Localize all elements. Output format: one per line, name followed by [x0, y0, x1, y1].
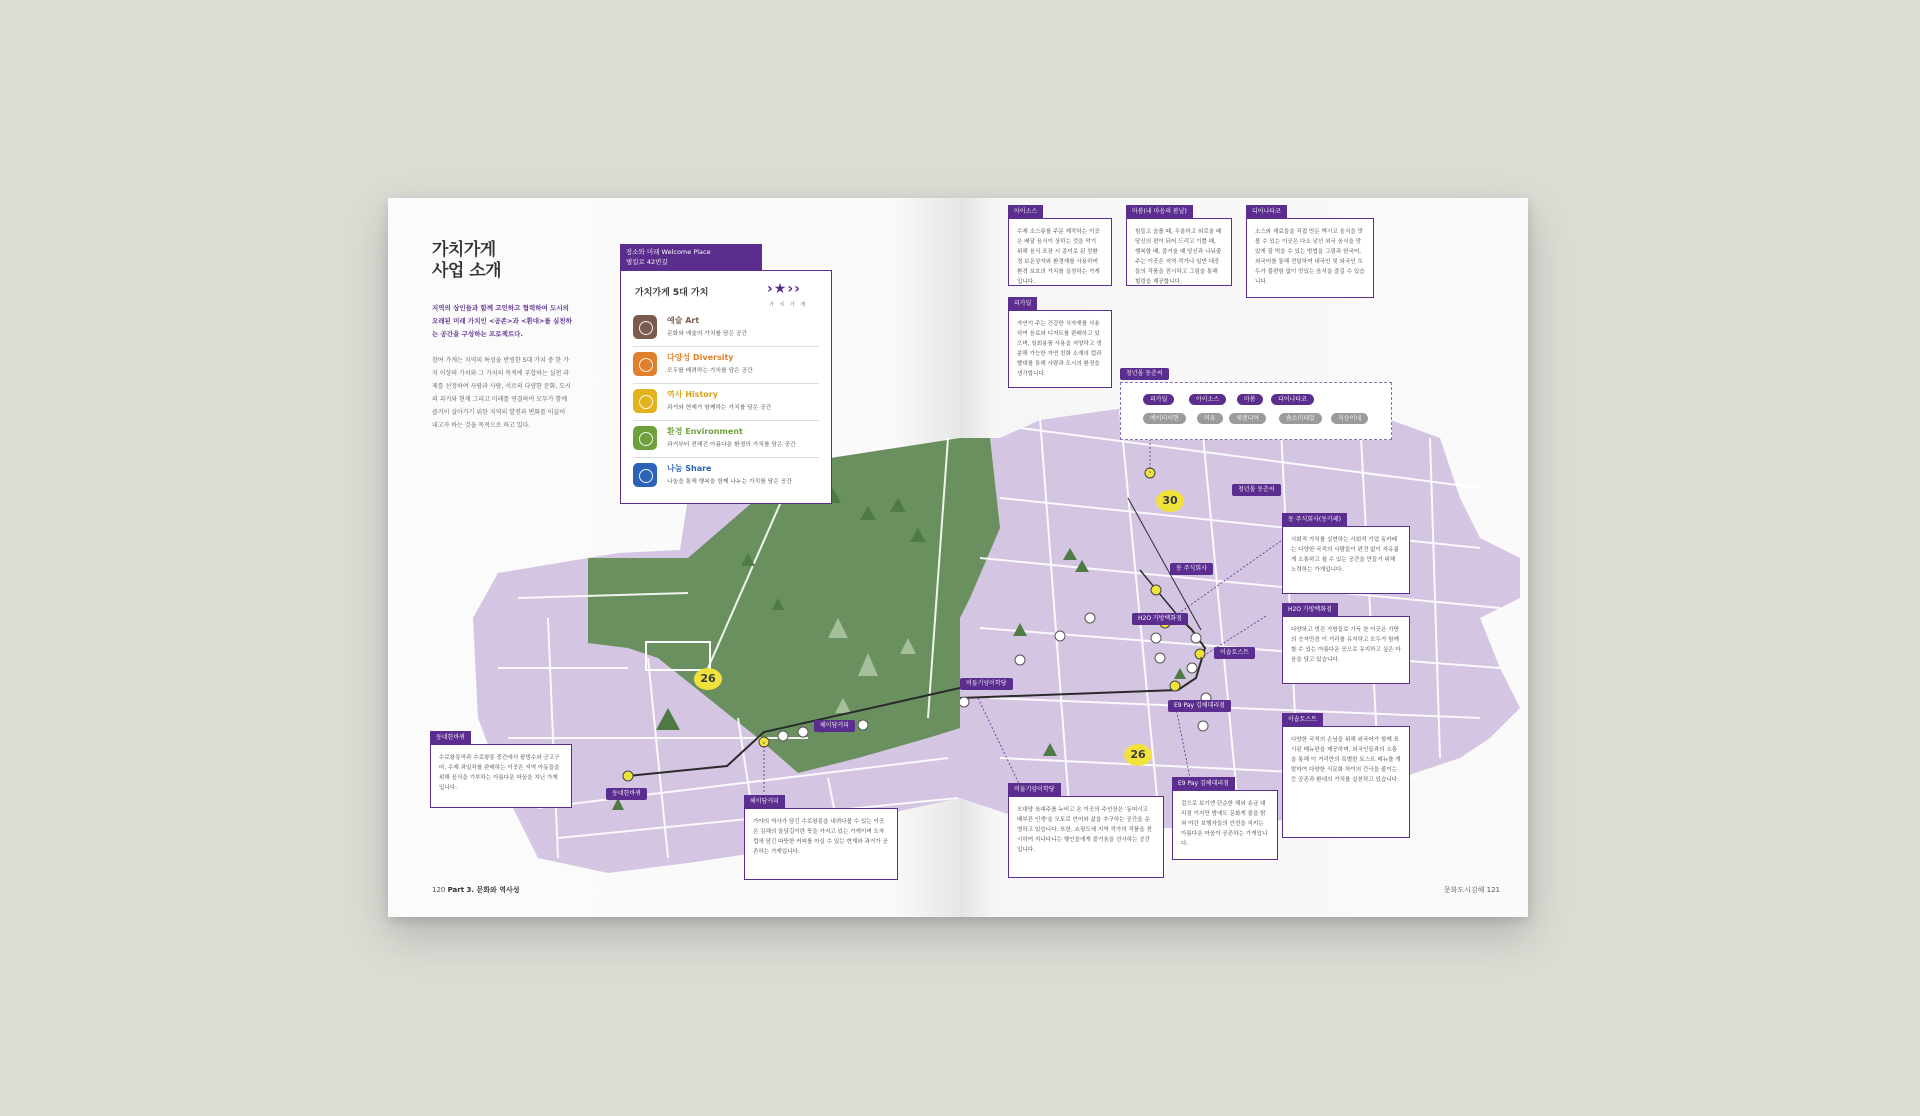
value-share	[633, 459, 819, 495]
value-art	[633, 311, 819, 347]
store-box-text: 소스와 재료들을 직접 만든 멕시코 음식을 맛볼 수 있는 이곳은 다소 낯선 외국 음식을 맛있게 잘 먹을 수 있는 방법을 그림과 한국어, 외국어를 통해 전달하여 내국인 및 외국인 모두가 불편함 없이 맛있는 음식을 즐길 수 있습니다.	[1255, 229, 1365, 285]
store-box-title: 비둘기양이학당	[1008, 783, 1061, 797]
store-box-title: H2O 가방백화점	[1282, 603, 1338, 617]
store-box-text: 사회적 가치를 실현하는 사회적 기업 동카페는 다양한 국적의 사람들이 편견 없이 자유롭게 소통하고 쉴 수 있는 공간을 만들기 위해 노력하는 가게입니다.	[1291, 537, 1399, 573]
store-box-text: 수제 소스류를 주문 제작하는 이곳은 배달 음식이 상하는 것을 막기 위해 음식 포장 시 종이로 된 친환경 보온상자와 환경재를 사용하며 환경 보호의 가치를 실천하는 가게입니다.	[1017, 229, 1100, 285]
value-name: 역사 History	[667, 390, 718, 399]
store-box-text: 겉으로 보기엔 단순한 해외 송금 대리점 이지만 밤에도 문화게 불을 밝혀 야간 보행자들의 안전을 지키는 아름다운 마음이 공존하는 가게입니다.	[1181, 801, 1268, 847]
tag-atehyun: 에이티이현	[1143, 413, 1186, 424]
store-box-title: 피카딜	[1008, 297, 1037, 311]
tag-picadil: 피카딜	[1143, 394, 1174, 405]
left-page	[388, 198, 960, 917]
page-number: 121	[1486, 886, 1500, 894]
value-diversity	[633, 348, 819, 384]
value-desc: 나눔을 통해 행복을 함께 나누는 가치를 담은 공간	[667, 479, 792, 485]
map-pin-pigeon: 비둘기양이학당	[960, 678, 1013, 690]
store-box-title: 동 주식회사(동카페)	[1282, 513, 1347, 527]
title-line-1: 가치가게	[432, 240, 496, 260]
store-box-title: 동네한바퀴	[430, 731, 471, 745]
section-title: 문화도시김해	[1443, 886, 1485, 894]
legend-header-line-2: 별킬로 42번길	[626, 258, 668, 266]
store-box-heydam	[744, 798, 898, 880]
tag-miyu: 미유	[1197, 413, 1223, 424]
tags-group-title: 청년몰 동춘씨	[1120, 368, 1169, 380]
store-box-pigeon	[1008, 786, 1164, 878]
value-desc: 문화와 예술의 가치를 담은 공간	[667, 331, 748, 337]
store-box-title: E9 Pay 김해대리점	[1172, 777, 1235, 791]
route-badge-30: 30	[1156, 490, 1184, 512]
map-pin-dong: 동 주식회사	[1170, 563, 1213, 575]
values-legend	[620, 270, 832, 504]
map-pin-youth-mall: 청년몰 동춘씨	[1232, 484, 1281, 496]
right-folio	[1444, 885, 1500, 895]
share-icon	[633, 463, 657, 487]
legend-header-line-1: 장소와 미래 Welcome Place	[626, 248, 711, 256]
youth-mall-tags	[1120, 382, 1392, 440]
tag-dearnataco: 디어나타코	[1271, 394, 1314, 405]
route-badge-26: 26	[1124, 744, 1152, 766]
map-pin-heydam: 헤이담커피	[814, 720, 855, 732]
store-box-text: 모대양 육대주를 누비고 온 이곳의 주인장은 '동떠시고 배부른 인생'을 모토로 언어와 삶을 추구하는 공간을 운영하고 있습니다. 또한, 쇼핑도에 지역 작가의 작품을 전시하여 지나다니는 행인들에게 즐거움을 선사하는 공간입니다.	[1017, 807, 1152, 853]
store-box-isauce	[1008, 208, 1112, 286]
store-box-text: 수로왕릉역과 수로왕릉 중간에서 팥빙수와 군고구마, 수제 과일차를 판매하는 이곳은 지역 아동들을 위해 음식을 기부하는 아름다운 마음을 지닌 가게입니다.	[439, 755, 560, 791]
page-number: 120	[432, 886, 446, 894]
map-pin-neighborhood: 동네한바퀴	[606, 788, 647, 800]
value-name: 나눔 Share	[667, 464, 712, 473]
title-line-2: 사업 소개	[432, 261, 502, 281]
store-box-title: 이솝토스트	[1282, 713, 1323, 727]
art-icon	[633, 315, 657, 339]
store-box-title: 디어나타코	[1246, 205, 1287, 219]
tag-mabom: 마봄	[1237, 394, 1263, 405]
value-environment	[633, 422, 819, 458]
tag-jiseung: 지승이네	[1331, 413, 1368, 424]
legend-arrows-icon: ›★››	[767, 281, 801, 297]
store-box-text: 자연이 주는 건강한 식자재를 사용하여 음료와 디저트를 판매하고 있으며, 일회용품 사용을 지양하고 생분해 가능한 자연 친화 소재의 컵과 빨대를 통해 사람과 도시의 환경을 생각합니다.	[1017, 321, 1102, 377]
map-pin-e9pay: E9 Pay 김해대리점	[1168, 700, 1231, 712]
store-box-text: 가야의 역사가 담긴 수로왕릉을 내려다볼 수 있는 이곳은 김해의 돌담길이란 뜻을 가지고 있는 가게이며 도자 컵에 담긴 따뜻한 커피를 마실 수 있는 현재와 과거가 공존하는 가게입니다.	[753, 819, 888, 855]
store-box-picadil	[1008, 300, 1112, 388]
legend-subtitle: 가 치 가 게	[769, 302, 808, 308]
magazine-spread	[388, 198, 1528, 917]
tag-serendia: 세렌디아	[1229, 413, 1266, 424]
left-folio	[432, 885, 520, 895]
store-box-neighborhood	[430, 734, 572, 808]
value-history	[633, 385, 819, 421]
legend-title: 가치가게 5대 가치	[635, 288, 709, 298]
store-box-h2o	[1282, 606, 1410, 684]
map-pin-isop: 이솝토스트	[1214, 647, 1255, 659]
store-box-dearnataco	[1246, 208, 1374, 298]
value-desc: 과거부터 전해진 아름다운 환경의 가치를 담은 공간	[667, 442, 796, 448]
body-text: 참여 가게는 지역의 특성을 반영한 5대 가치 중 한 가지 이상의 가치와 그 가치의 목적에 부합하는 실천 과제를 선정하여 사람과 사람, 서로의 다양한 문화, 도시의 과거와 현재 그리고 미래를 연결하여 모두가 함께 즐거이 살아가기 위한 지역의 발전과 변화를 이끌어 내고자 하는 것을 목적으로 하고 있다.	[432, 357, 571, 429]
page-title	[432, 240, 501, 282]
store-box-title: 마봄(내 마음의 봄날)	[1126, 205, 1193, 219]
diversity-icon	[633, 352, 657, 376]
value-name: 예술 Art	[667, 316, 700, 325]
environment-icon	[633, 426, 657, 450]
store-box-text: 힘들고 슬플 때, 우울하고 외로울 때 당신의 편이 되어 드리고 기쁠 때, 행복할 때, 즐거울 때 당신과 나눠줄 주는 이곳은 지역 작가나 일반 대중들의 작품을 전시하고 그림을 통해 힐링을 제공합니다.	[1135, 229, 1222, 285]
store-box-isop	[1282, 716, 1410, 838]
value-desc: 모두를 배려하는 가치를 담은 공간	[667, 368, 753, 374]
map-pin-h2o: H2O 가방백화점	[1132, 613, 1188, 625]
tag-isauce: 아이소스	[1189, 394, 1226, 405]
store-box-dong	[1282, 516, 1410, 594]
store-box-title: 아이소스	[1008, 205, 1043, 219]
store-box-text: 다양하고 멋진 가방들로 가득 찬 이곳은 가방의 숫자만큼 이 거리를 유지하고 모두가 함께할 수 있는 아름다운 곳으로 유지하고 싶은 마음을 담고 있습니다.	[1291, 627, 1401, 663]
value-name: 환경 Environment	[667, 427, 743, 436]
right-page	[960, 198, 1528, 917]
store-box-title: 헤이담커피	[744, 795, 785, 809]
history-icon	[633, 389, 657, 413]
lead-text: 지역의 상인들과 함께 고민하고 협력하여 도시의 오래된 미래 가치인 <공존>과 <환대>를 실천하는 공간을 구성하는 프로젝트다.	[432, 304, 572, 338]
store-box-mabom	[1126, 208, 1232, 286]
store-box-e9pay	[1172, 780, 1278, 860]
section-title: Part 3. 문화와 역사성	[447, 886, 520, 894]
legend-header	[620, 244, 762, 270]
route-badge-26: 26	[694, 668, 722, 690]
store-box-text: 다양한 국적의 손님을 위해 외국어가 함께 표시된 메뉴판을 제공하며, 외국인들과의 소통을 통해 이 거리만의 특별한 토스트 메뉴를 개발하여 다양한 식문화 차이의 간극을 줄이는 등 공존과 환대의 가치를 실천하고 있습니다.	[1291, 737, 1401, 783]
value-name: 다양성 Diversity	[667, 353, 734, 362]
tag-somsomi: 솜소미테일	[1279, 413, 1322, 424]
value-desc: 과거와 현재가 함께하는 가치를 담은 공간	[667, 405, 772, 411]
